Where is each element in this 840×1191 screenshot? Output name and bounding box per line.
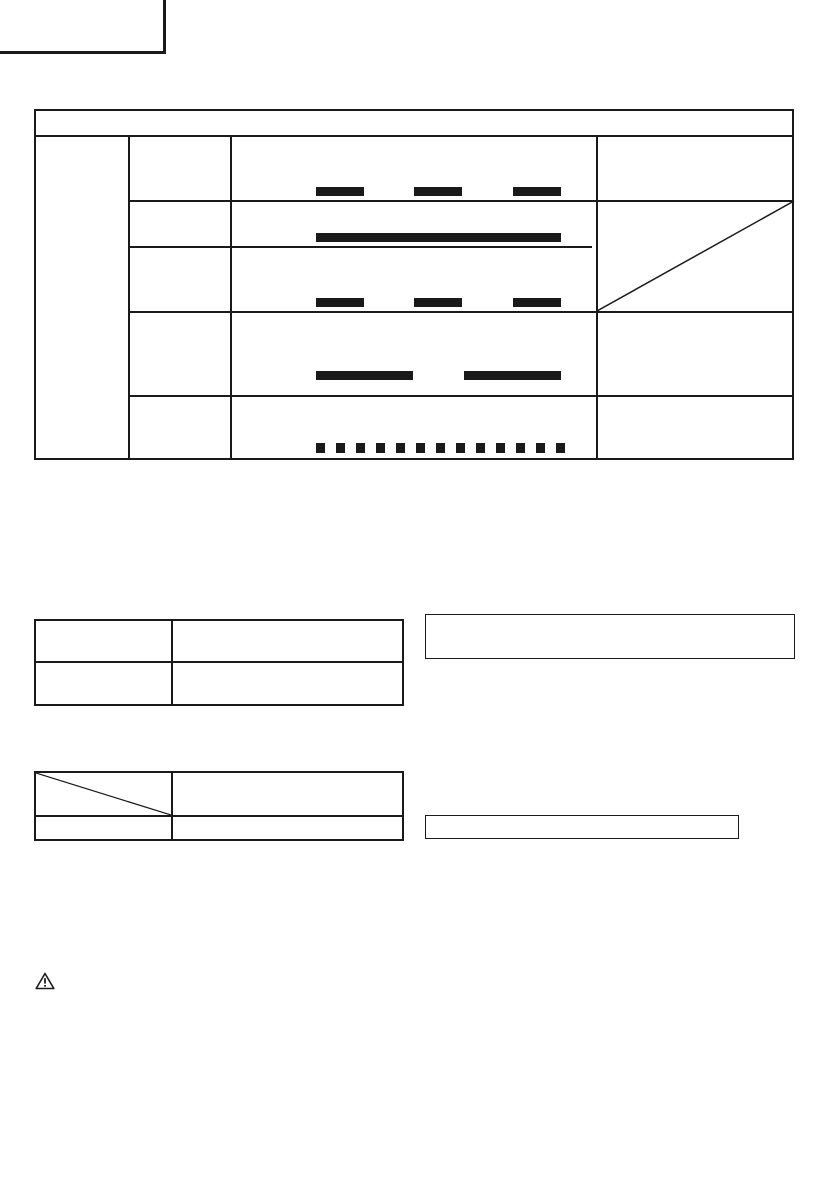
row-divider [36,661,402,663]
column-divider [171,773,173,839]
lamp-on-square [336,443,345,453]
row-divider [129,311,792,313]
merged-cell-diagonal [597,201,795,311]
lamp-on-segment [316,233,561,242]
row-divider [129,246,592,248]
lamp-on-segment [316,298,364,307]
row-divider [129,395,792,397]
lamp-on-segment [414,187,462,196]
lamp-on-segment [316,371,413,380]
header-cell-diagonal [36,773,171,815]
lamp-on-segment [316,187,364,196]
notice-box [425,614,795,659]
column-divider [230,136,232,458]
column-divider [128,136,130,458]
lamp-on-square [416,443,425,453]
lamp-on-square [356,443,365,453]
spec-table [34,771,404,841]
lamp-on-segment [513,298,561,307]
table-header-divider [36,135,792,137]
lamp-on-square [536,443,545,453]
lamp-on-segment [414,298,462,307]
lamp-on-square [436,443,445,453]
lamp-on-square [556,443,565,453]
lamp-on-segment [513,187,561,196]
page-tab-corner [0,0,166,54]
lamp-on-square [516,443,525,453]
indicator-lamp-table [34,109,794,460]
lamp-on-segment [464,371,561,380]
lamp-on-square [396,443,405,453]
lamp-on-square [476,443,485,453]
label-box [425,815,739,839]
lamp-on-square [496,443,505,453]
lamp-on-square [456,443,465,453]
lamp-on-square [376,443,385,453]
row-divider [36,815,402,817]
spec-table [34,619,404,706]
warning-triangle-icon [35,972,55,990]
lamp-on-square [316,443,325,453]
column-divider [171,621,173,704]
